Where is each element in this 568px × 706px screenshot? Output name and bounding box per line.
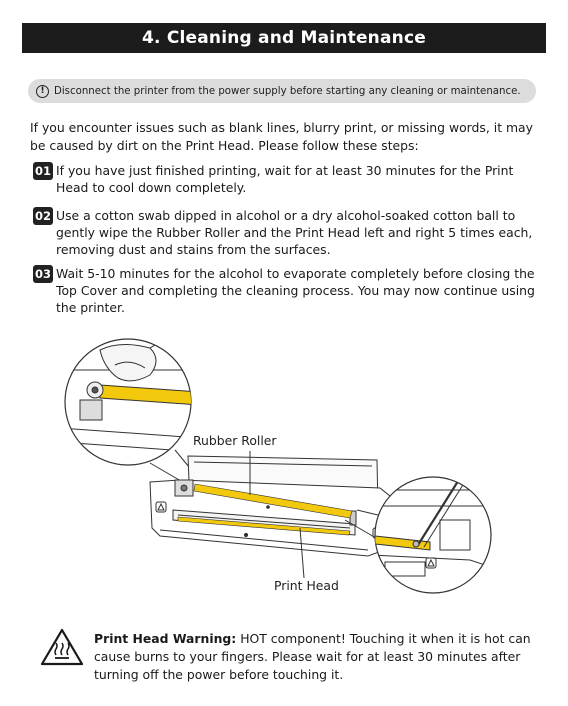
print-head-label: Print Head	[274, 578, 339, 593]
step-1	[33, 162, 538, 196]
intro-paragraph: If you encounter issues such as blank lines, blurry print, or missing words, it may be caused by dirt on the Print Head. Please follow these steps:	[30, 120, 533, 153]
hot-surface-warning-icon	[40, 628, 84, 666]
cleaning-illustration	[0, 330, 568, 610]
step-2	[33, 207, 538, 258]
printer-diagram	[0, 330, 568, 610]
roller-zoom-detail	[60, 339, 200, 465]
warning-text	[94, 630, 534, 684]
printer-body	[150, 456, 398, 556]
notice-text: Disconnect the printer from the power supply before starting any cleaning or maintenance.	[54, 85, 521, 97]
rubber-roller-label: Rubber Roller	[193, 433, 277, 448]
step-text: Wait 5-10 minutes for the alcohol to evaporate completely before closing the Top Cover and completing the cleaning process. You may now continue using the printer.	[56, 266, 535, 315]
step-text: If you have just finished printing, wait for at least 30 minutes for the Print Head to cool down completely.	[56, 163, 514, 195]
step-3	[33, 265, 538, 316]
power-notice	[28, 79, 536, 103]
step-number: 01	[34, 164, 51, 178]
print-head-warning	[40, 628, 540, 682]
exclamation-icon: !	[36, 85, 49, 98]
step-number: 02	[34, 209, 51, 223]
warning-body: HOT component! Touching it when it is hot can cause burns to your fingers. Please wait for at least 30 minutes after turning off the power before touching it.	[94, 631, 531, 682]
step-text: Use a cotton swab dipped in alcohol or a dry alcohol-soaked cotton ball to gently wipe the Rubber Roller and the Print Head left and right 5 times each, removing dust and stains from the surfaces.	[56, 208, 533, 257]
step-number: 03	[34, 267, 51, 281]
warning-heading: Print Head Warning:	[94, 631, 237, 646]
section-title: 4. Cleaning and Maintenance	[22, 23, 546, 53]
